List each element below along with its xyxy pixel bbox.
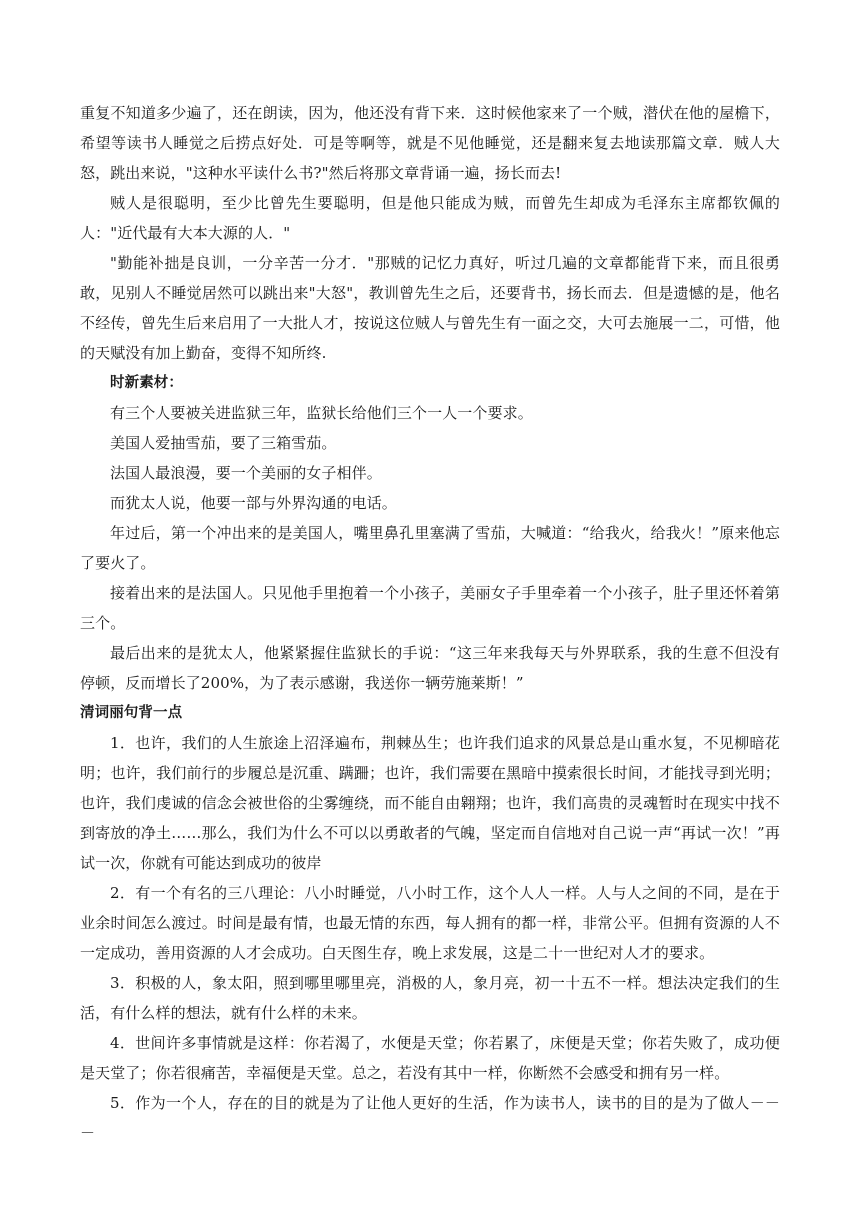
numbered-paragraph: 1．也许，我们的人生旅途上沼泽遍布，荆棘丛生；也许我们追求的风景总是山重水复，不见柳暗花明；也许，我们前行的步履总是沉重、蹒跚；也许，我们需要在黑暗中摸索很长时间，才能找寻到光明；也许，我们虔诚的信念会被世俗的尘雾缠绕，而不能自由翱翔；也许，我们高贵的灵魂暂时在现实中找不到寄放的净土……那么，我们为什么不可以以勇敢者的气魄，坚定而自信地对自己说一声“再试一次！”再试一次，你就有可能达到成功的彼岸	[80, 734, 780, 872]
document-body	[80, 98, 780, 1148]
section-heading-beautiful-sentences: 清词丽句背一点	[80, 705, 183, 721]
paragraph: 而犹太人说，他要一部与外界沟通的电话。	[110, 494, 397, 512]
paragraph: "勤能补拙是良训，一分辛苦一分才．"那贼的记忆力真好，听过几遍的文章都能背下来，而且很勇敢，见别人不睡觉居然可以跳出来"大怒"，教训曾先生之后，还要背书，扬长而去．但是遗憾的是，他名不经传，曾先生后来启用了一大批人才，按说这位贼人与曾先生有一面之交，大可去施展一二，可惜，他的天赋没有加上勤奋，变得不知所终.	[80, 254, 780, 362]
section-heading-current-material: 时新素材：	[110, 375, 183, 391]
paragraph-continuation: 重复不知道多少遍了，还在朗读，因为，他还没有背下来．这时候他家来了一个贼，潜伏在他的屋檐下，希望等读书人睡觉之后捞点好处．可是等啊等，就是不见他睡觉，还是翻来复去地读那篇文章．贼人大怒，跳出来说，"这种水平读什么书?"然后将那文章背诵一遍，扬长而去!	[80, 104, 780, 182]
paragraph: 法国人最浪漫，要一个美丽的女子相伴。	[110, 464, 382, 482]
numbered-paragraph: 5．作为一个人，存在的目的就是为了让他人更好的生活，作为读书人，读书的目的是为了做人－－－	[80, 1094, 780, 1142]
paragraph: 有三个人要被关进监狱三年，监狱长给他们三个一人一个要求。	[110, 404, 533, 422]
paragraph: 接着出来的是法国人。只见他手里抱着一个小孩子，美丽女子手里牵着一个小孩子，肚子里还怀着第三个。	[80, 584, 780, 632]
paragraph: 贼人是很聪明，至少比曾先生要聪明，但是他只能成为贼，而曾先生却成为毛泽东主席都钦佩的人："近代最有大本大源的人．"	[80, 194, 780, 242]
paragraph: 美国人爱抽雪茄，要了三箱雪茄。	[110, 434, 337, 452]
numbered-paragraph: 3．积极的人，象太阳，照到哪里哪里亮，消极的人，象月亮，初一十五不一样。想法决定我们的生活，有什么样的想法，就有什么样的未来。	[80, 974, 780, 1022]
paragraph: 最后出来的是犹太人，他紧紧握住监狱长的手说：“这三年来我每天与外界联系，我的生意不但没有停顿，反而增长了200%，为了表示感谢，我送你一辆劳施莱斯！”	[80, 644, 780, 692]
paragraph: 年过后，第一个冲出来的是美国人，嘴里鼻孔里塞满了雪茄，大喊道：“给我火，给我火！”原来他忘了要火了。	[80, 524, 780, 572]
numbered-paragraph: 2．有一个有名的三八理论：八小时睡觉，八小时工作，这个人人一样。人与人之间的不同，是在于业余时间怎么渡过。时间是最有情，也最无情的东西，每人拥有的都一样，非常公平。但拥有资源的人不一定成功，善用资源的人才会成功。白天图生存，晚上求发展，这是二十一世纪对人才的要求。	[80, 884, 780, 962]
numbered-paragraph: 4．世间许多事情就是这样：你若渴了，水便是天堂；你若累了，床便是天堂；你若失败了，成功便是天堂了；你若很痛苦，幸福便是天堂。总之，若没有其中一样，你断然不会感受和拥有另一样。	[80, 1034, 780, 1082]
